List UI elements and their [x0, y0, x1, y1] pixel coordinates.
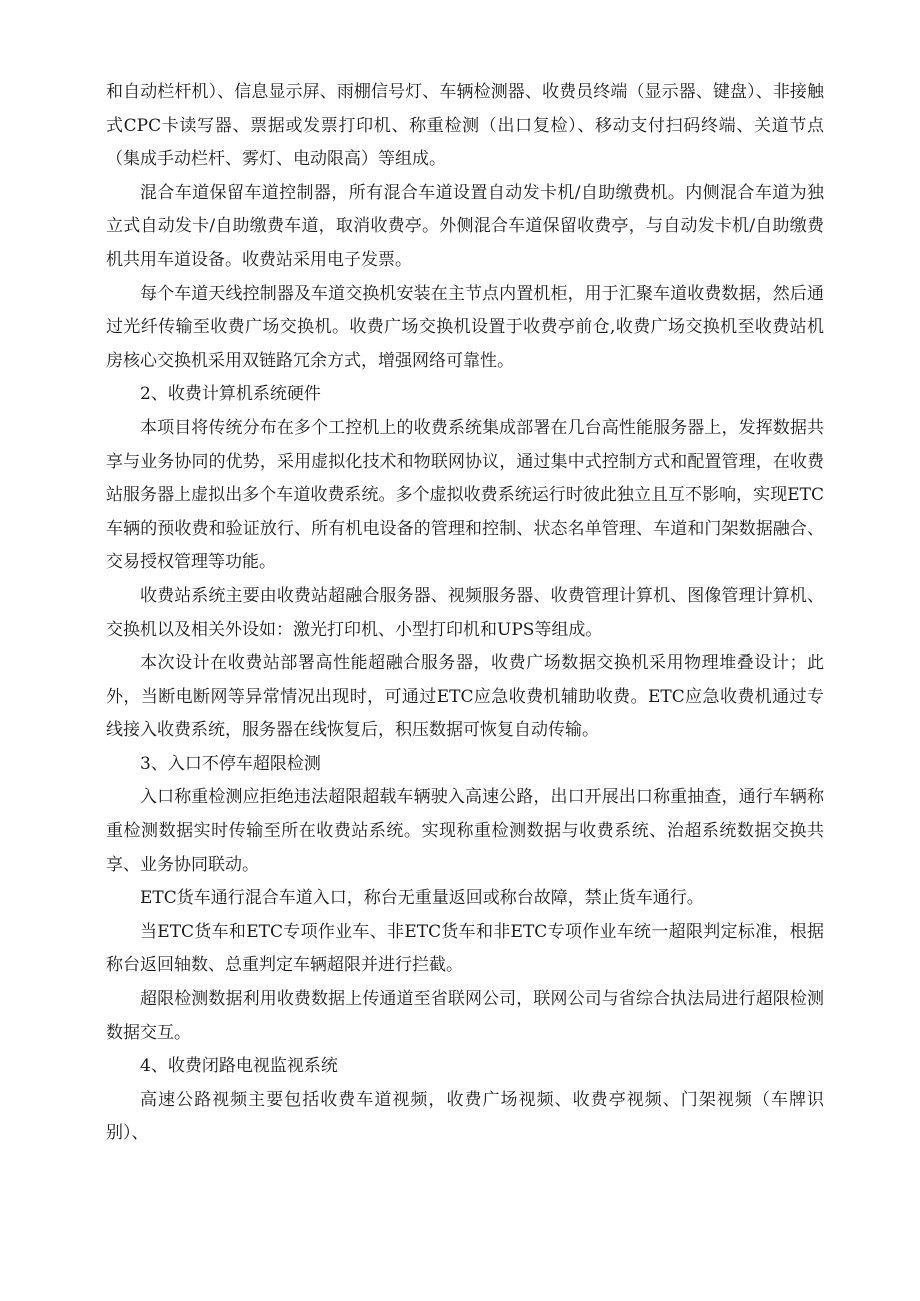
paragraph-video: 高速公路视频主要包括收费车道视频，收费广场视频、收费亭视频、门架视频（车牌识别）、 [106, 1089, 824, 1144]
paragraph-lane-switch: 每个车道天线控制器及车道交换机安装在主节点内置机柜，用于汇聚车道收费数据，然后通过光纤传输至收费广场交换机。收费广场交换机设置于收费亭前仓,收费广场交换机至收费站机房核心交换机采用双链路冗余方式，增强网络可靠性。 [106, 283, 824, 371]
paragraph-server-virtualization: 本项目将传统分布在多个工控机上的收费系统集成部署在几台高性能服务器上，发挥数据共享与业务协同的优势，采用虚拟化技术和物联网协议，通过集中式控制方式和配置管理，在收费站服务器上虚拟出多个车道收费系统。多个虚拟收费系统运行时彼此独立且互不影响，实现ETC车辆的预收费和验证放行、所有机电设备的管理和控制、状态名单管理、车道和门架数据融合、交易授权管理等功能。 [106, 417, 824, 573]
paragraph-overlimit-data: 超限检测数据利用收费数据上传通道至省联网公司，联网公司与省综合执法局进行超限检测数据交互。 [106, 989, 824, 1043]
paragraph-station-system: 收费站系统主要由收费站超融合服务器、视频服务器、收费管理计算机、图像管理计算机、交换机以及相关外设如：激光打印机、小型打印机和UPS等组成。 [106, 585, 824, 640]
paragraph-weighing: 入口称重检测应拒绝违法超限超载车辆驶入高速公路，出口开展出口称重抽查，通行车辆称重检测数据实时传输至所在收费站系统。实现称重检测数据与收费系统、治超系统数据交换共享、业务协同联动。 [106, 787, 824, 875]
paragraph-emergency-toll: 本次设计在收费站部署高性能超融合服务器，收费广场数据交换机采用物理堆叠设计；此外，当断电断网等异常情况出现时，可通过ETC应急收费机辅助收费。ETC应急收费机通过专线接入收费系统，服务器在线恢复后，积压数据可恢复自动传输。 [106, 653, 824, 741]
document-body [106, 76, 824, 1151]
section-heading-4: 4、收费闭路电视监视系统 [140, 1056, 338, 1077]
section-heading-3: 3、入口不停车超限检测 [140, 753, 321, 774]
paragraph-etc-truck: ETC货车通行混合车道入口，称台无重量返回或称台故障，禁止货车通行。 [140, 888, 704, 909]
paragraph-continuation: 和自动栏杆机）、信息显示屏、雨棚信号灯、车辆检测器、收费员终端（显示器、键盘）、非接触式CPC卡读写器、票据或发票打印机、称重检测（出口复检）、移动支付扫码终端、关道节点（集成手动栏杆、雾灯、电动限高）等组成。 [106, 82, 824, 170]
paragraph-overlimit-standard: 当ETC货车和ETC专项作业车、非ETC货车和非ETC专项作业车统一超限判定标准，根据称台返回轴数、总重判定车辆超限并进行拦截。 [106, 921, 824, 976]
section-heading-2: 2、收费计算机系统硬件 [140, 384, 321, 405]
paragraph-mixed-lane: 混合车道保留车道控制器，所有混合车道设置自动发卡机/自助缴费机。内侧混合车道为独立式自动发卡/自助缴费车道，取消收费亭。外侧混合车道保留收费亭，与自动发卡机/自助缴费机共用车道设备。收费站采用电子发票。 [106, 182, 824, 270]
